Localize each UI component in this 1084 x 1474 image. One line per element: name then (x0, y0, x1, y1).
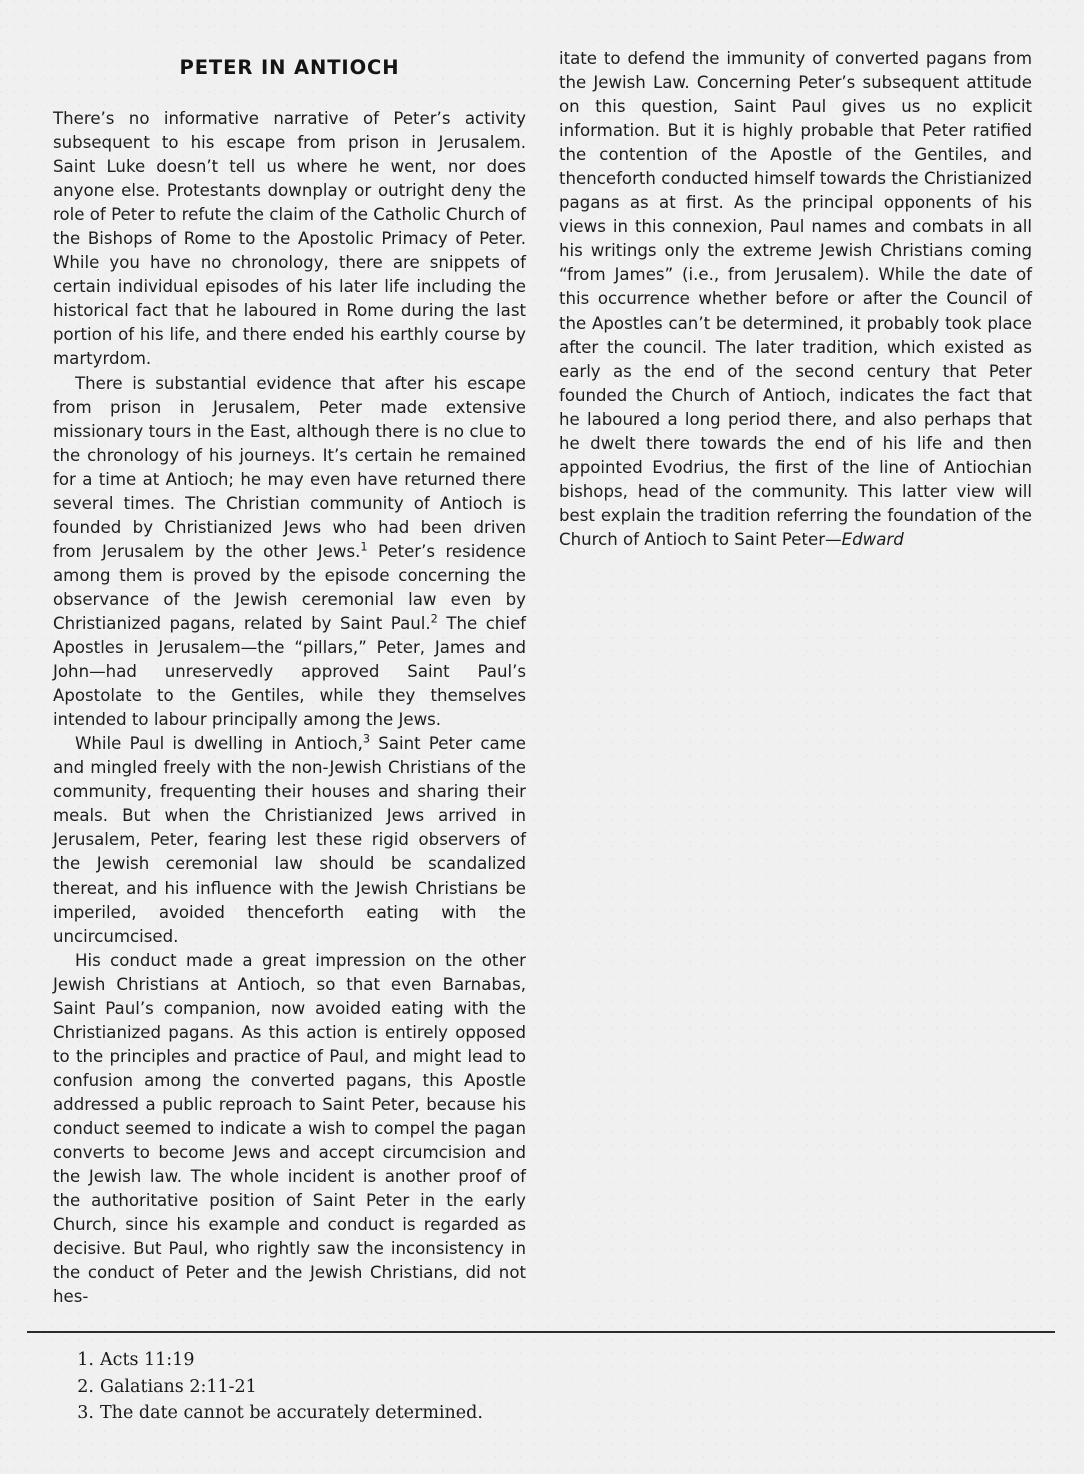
paragraph-2-text-part3: The chief Apostles in Jerusalem—the “pillars,” Peter, James and John—had unreservedly approved Saint Paul’s Apostolate to the Gentiles, while they themselves intended to labour principally among the Jews. (53, 613, 526, 730)
paragraph-3-text-part1: While Paul is dwelling in Antioch, (75, 734, 363, 754)
footnote-marker-1[interactable]: 1 (360, 540, 368, 554)
footnote-number: 1. (77, 1350, 94, 1370)
footnote-text: Galatians 2:11-21 (100, 1376, 257, 1397)
author-signature: Edward (841, 529, 904, 549)
footnote-item (60, 1374, 660, 1401)
footnote-marker-2[interactable]: 2 (430, 612, 438, 626)
paragraph-2 (53, 372, 526, 733)
text-column-right (559, 47, 1032, 552)
footnote-marker-3[interactable]: 3 (362, 732, 371, 746)
paragraph-1-text: There’s no informative narrative of Peter’s activity subsequent to his escape from prison in Jerusalem. Saint Luke doesn’t tell us where he went, nor does anyone else. Protestants downplay or outright deny the role of Peter to refute the claim of the Catholic Church of the Bishops of Rome to the Apostolic Primacy of Peter. While you have no chronology, there are snippets of certain individual episodes of his later life including the historical fact that he laboured in Rome during the last portion of his life, and there ended his earthly course by martyrdom. (53, 109, 526, 369)
paragraph-2-text-part1: There is substantial evidence that after his escape from prison in Jerusalem, Peter made extensive missionary tours in the East, although there is no clue to the chronology of his journeys. It’s certain he remained for a time at Antioch; he may even have returned there several times. The Christian community of Antioch is founded by Christianized Jews who had been driven from Jerusalem by the other Jews. (53, 373, 526, 561)
paragraph-4 (53, 949, 526, 1310)
text-column-left (53, 107, 526, 1309)
footnote-number: 3. (77, 1403, 94, 1423)
paragraph-1 (53, 107, 526, 372)
footnote-item (60, 1347, 660, 1374)
footnote-number: 2. (77, 1376, 94, 1397)
footnote-list (60, 1347, 660, 1427)
paragraph-5 (559, 47, 1032, 552)
page-title: PETER IN ANTIOCH (179, 56, 400, 80)
paragraph-4-text: His conduct made a great impression on the other Jewish Christians at Antioch, so that even Barnabas, Saint Paul’s companion, now avoided eating with the Christianized pagans. As this action is entirely opposed to the principles and practice of Paul, and might lead to confusion among the converted pagans, this Apostle addressed a public reproach to Saint Peter, because his conduct seemed to indicate a wish to compel the pagan converts to become Jews and accept circumcision and the Jewish law. The whole incident is another proof of the authoritative position of Saint Peter in the early Church, since his example and conduct is regarded as decisive. But Paul, who rightly saw the inconsistency in the conduct of Peter and the Jewish Christians, did not hes- (53, 950, 526, 1307)
paragraph-2-text-part2: Peter’s residence among them is proved by the episode concerning the observance of the Jewish ceremonial law even by Christianized pagans, related by Saint Paul. (53, 541, 526, 633)
footnote-separator-rule (27, 1331, 1055, 1333)
paragraph-5-text: itate to defend the immunity of converted pagans from the Jewish Law. Concerning Peter’s subsequent attitude on this question, Saint Paul gives us no explicit information. But it is highly probable that Peter ratified the contention of the Apostle of the Gentiles, and thenceforth conducted himself towards the Christianized pagans as at first. As the principal opponents of his views in this connexion, Paul names and combats in all his writings only the extreme Jewish Christians coming “from James” (i.e., from Jerusalem). While the date of this occurrence whether before or after the Council of the Apostles can’t be determined, it probably took place after the council. The later tradition, which existed as early as the end of the second century that Peter founded the Church of Antioch, indicates the fact that he laboured a long period there, and also perhaps that he dwelt there towards the end of his life and then appointed Evodrius, the first of the line of Antiochian bishops, head of the community. This latter view will best explain the tradition referring the foundation of the Church of Antioch to Saint Peter— (559, 49, 1032, 549)
footnote-text: Acts 11:19 (100, 1350, 195, 1370)
footnote-text: The date cannot be accurately determined. (100, 1403, 483, 1423)
paragraph-3 (53, 732, 526, 948)
footnote-item (60, 1400, 660, 1427)
paragraph-3-text-part2: Saint Peter came and mingled freely with the non-Jewish Christians of the community, frequenting their houses and sharing their meals. But when the Christianized Jews arrived in Jerusalem, Peter, fearing lest these rigid observers of the Jewish ceremonial law should be scandalized thereat, and his influence with the Jewish Christians be imperiled, avoided thenceforth eating with the uncircumcised. (53, 734, 526, 946)
